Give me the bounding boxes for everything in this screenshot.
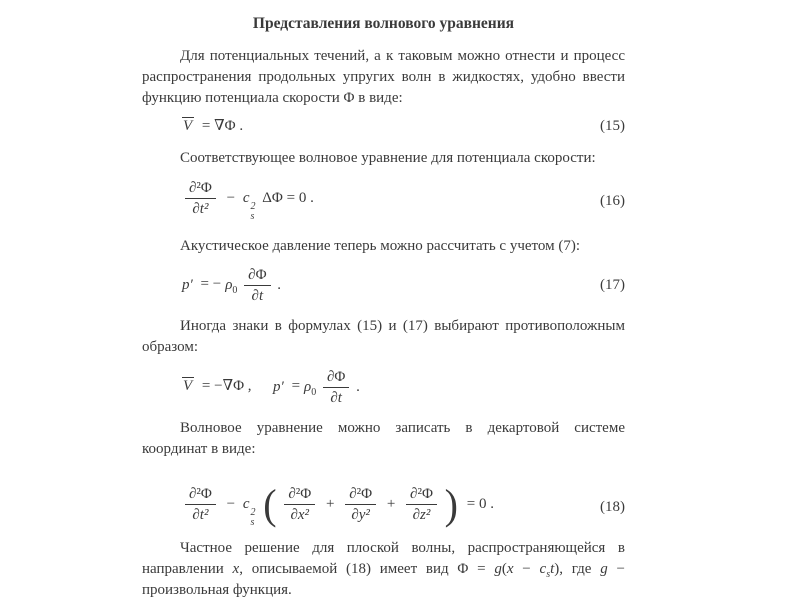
paragraph-plane-wave <box>142 538 625 600</box>
equation-16 <box>142 178 625 224</box>
paragraph-signs: Иногда знаки в формулах (15) и (17) выбирают противоположным образом: <box>142 318 625 355</box>
minus-operator: − <box>226 189 236 206</box>
paragraph-acoustic-pressure: Акустическое давление теперь можно рассчитать с учетом (7): <box>180 238 581 254</box>
fraction-d2phi-dt2: $\frac{\text{∂²Φ}}{\text{∂t²}}$ <box>185 179 216 218</box>
pressure-symbol: p′ <box>273 378 284 395</box>
plane-wave-text: ), где <box>554 561 601 577</box>
equation-18 <box>142 478 625 536</box>
fraction-dphi-dt: $\frac{\partial\Phi}{\partial t}$ <box>323 368 349 407</box>
plane-wave-text: − произвольная функция. <box>142 561 625 598</box>
equals-minus: = − <box>200 276 222 293</box>
c-subscript-s: s <box>546 569 551 580</box>
left-parenthesis: ( <box>263 480 277 528</box>
equation-15 <box>142 113 625 139</box>
laplacian-term: ΔΦ = 0 . <box>262 189 314 206</box>
paragraph-intro: Для потенциальных течений, а к таковым можно отнести и процесс распространения продольных упругих волн в жидкостях, удобно ввести функцию потенциала скорости Φ в виде: <box>142 48 625 106</box>
paragraph-cartesian: Волновое уравнение можно записать в декартовой системе координат в виде: <box>142 420 625 457</box>
minus: − <box>513 561 540 577</box>
c-sup-sub: 2 s <box>250 200 256 223</box>
equals-minus-grad: = −∇Φ , <box>201 378 252 395</box>
fraction-dphi-dt: $\frac{\partial\Phi}{\partial t}$ <box>244 266 270 305</box>
equation-alt-signs <box>142 363 625 411</box>
equation-15-number: (15) <box>600 117 625 134</box>
function-g: g <box>494 561 502 577</box>
rho-symbol: ρ <box>225 276 233 293</box>
equals-operator: = <box>291 378 301 395</box>
equation-alt-body <box>142 368 625 407</box>
speed-symbol-c: c <box>539 561 547 577</box>
variable-x: x <box>506 561 514 577</box>
equals-zero: = 0 . <box>466 495 494 512</box>
rho-subscript: 0 <box>311 386 317 398</box>
vector-v-symbol: V <box>183 118 193 135</box>
equation-16-number: (16) <box>600 192 625 209</box>
plane-wave-text: Частное решение для плоской волны, распространяющейся в направлении <box>142 540 625 577</box>
minus-operator: − <box>226 495 236 512</box>
speed-symbol-c: c <box>242 189 250 206</box>
period: . <box>277 276 282 293</box>
pressure-symbol: p′ <box>182 276 193 293</box>
equation-17-body <box>142 266 600 305</box>
fraction-d2phi-dy2: $\frac{\text{∂²Φ}}{\text{∂y²}}$ <box>345 485 376 524</box>
page-title: Представления волнового уравнения <box>252 15 515 32</box>
speed-symbol-c: c <box>242 495 250 512</box>
equation-16-body <box>142 179 600 223</box>
rho-subscript: 0 <box>232 284 238 296</box>
right-parenthesis: ) <box>444 480 458 528</box>
fraction-d2phi-dt2: $\frac{\text{∂²Φ}}{\text{∂t²}}$ <box>185 485 216 524</box>
rho-symbol: ρ <box>304 378 312 395</box>
equation-18-body <box>142 480 600 529</box>
paragraph-wave-eq: Соответствующее волновое уравнение для потенциала скорости: <box>180 150 596 166</box>
period: . <box>356 378 360 395</box>
equation-15-body <box>142 116 600 135</box>
equation-15-rhs: = ∇Φ . <box>201 118 244 135</box>
fraction-d2phi-dx2: $\frac{\text{∂²Φ}}{\text{∂x²}}$ <box>284 485 315 524</box>
vector-v-symbol: V <box>183 378 193 395</box>
plus-operator: + <box>386 495 396 512</box>
paren: ( <box>501 561 507 577</box>
fraction-d2phi-dz2: $\frac{\text{∂²Φ}}{\text{∂z²}}$ <box>406 485 437 524</box>
variable-t: t <box>550 561 555 577</box>
equation-17 <box>142 260 625 310</box>
equation-18-number: (18) <box>600 498 625 515</box>
equation-17-number: (17) <box>600 276 625 293</box>
plus-operator: + <box>325 495 335 512</box>
c-sup-sub: 2 s <box>250 506 256 529</box>
function-g: g <box>600 561 608 577</box>
plane-wave-text: , описываемой (18) имеет вид Φ = <box>239 561 495 577</box>
variable-x: x <box>232 561 240 577</box>
